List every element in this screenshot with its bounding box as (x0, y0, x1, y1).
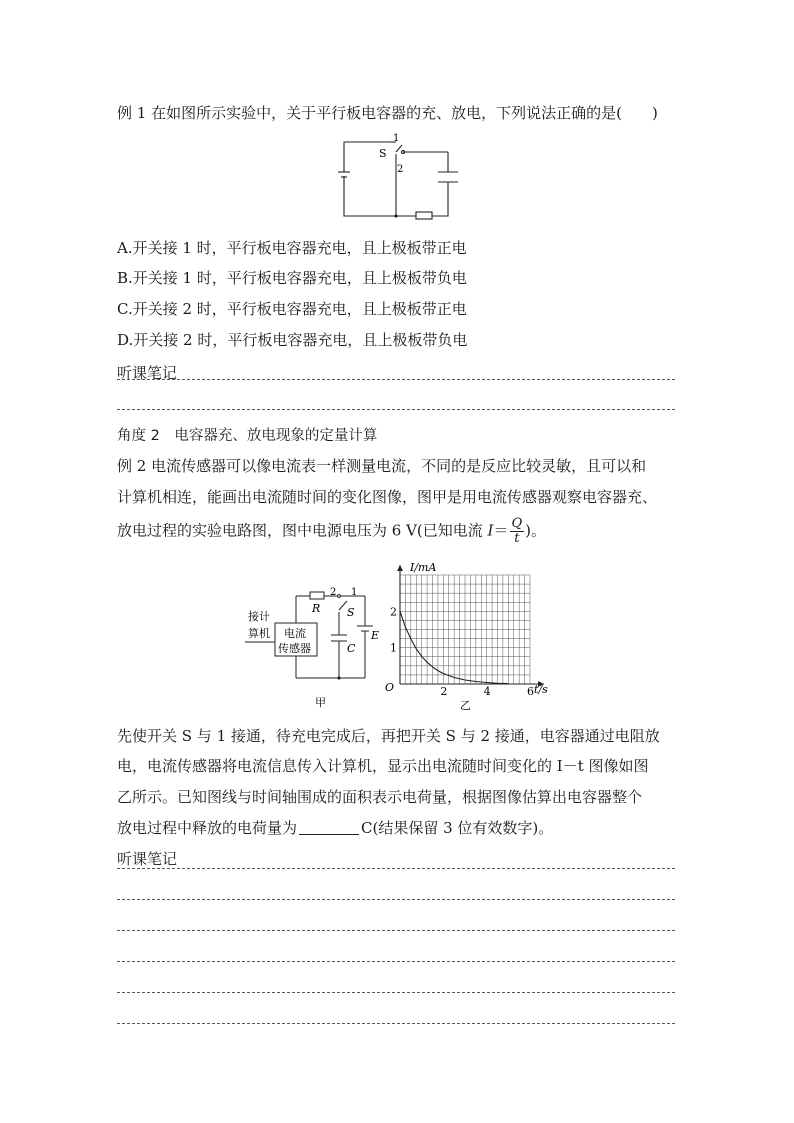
example1-label: 例 1 (117, 104, 147, 122)
sensor-label-1: 电流 (284, 627, 306, 640)
formula-denominator: t (514, 531, 520, 546)
example2-para4-end: C(结果保留 3 位有效数字)。 (361, 819, 554, 837)
connect-pc-label-1: 接计 (248, 610, 270, 623)
example1-text: 在如图所示实验中，关于平行板电容器的充、放电，下列说法正确的是( ) (151, 104, 658, 122)
example2-line2: 计算机相连，能画出电流随时间的变化图像，图甲是用电流传感器观察电容器充、 (117, 488, 658, 506)
x-tick-label: 2 (440, 685, 448, 698)
y-axis-label: I/mA (410, 561, 437, 574)
origin-label: O (385, 681, 395, 694)
formula-fraction (510, 517, 525, 546)
x-axis-label: t/s (534, 683, 548, 696)
resistor-label: R (312, 602, 321, 615)
notes-line (117, 379, 675, 380)
x-tick-label: 4 (483, 685, 491, 698)
connect-pc-label-2: 算机 (248, 627, 270, 640)
circuit-pos2-label: 2 (330, 587, 337, 598)
y-tick-label: 2 (390, 605, 397, 619)
option-a: A.开关接 1 时，平行板电容器充电，且上极板带正电 (117, 239, 467, 257)
option-b: B.开关接 1 时，平行板电容器充电，且上极板带负电 (117, 269, 467, 287)
notes-label-1: 听课笔记 (117, 364, 178, 382)
battery-label: E (371, 629, 380, 642)
notes-line (117, 1023, 675, 1024)
x-tick-label: 6 (527, 685, 534, 698)
example2-para3: 乙所示。已知图线与时间轴围成的面积表示电荷量，根据图像估算出电容器整个 (117, 788, 643, 806)
example2-label: 例 2 (117, 457, 147, 475)
example2-circuit-diagram (243, 582, 388, 712)
notes-line (117, 409, 675, 410)
notes-line (117, 930, 675, 931)
example2-text-3-end: )。 (525, 521, 547, 540)
example1-circuit-diagram (330, 128, 460, 224)
formula-eq: ＝ (493, 521, 509, 540)
example2-para4-text: 放电过程中释放的电荷量为 (117, 819, 298, 837)
notes-label-2: 听课笔记 (117, 850, 178, 868)
example2-line3 (117, 517, 546, 546)
y-axis-arrow (397, 565, 403, 571)
notes-line (117, 868, 675, 869)
notes-line (117, 992, 675, 993)
sensor-label-2: 传感器 (278, 642, 311, 655)
option-d: D.开关接 2 时，平行板电容器充电，且上极板带负电 (117, 331, 468, 349)
capacitor-label: C (347, 642, 356, 655)
graph-caption: 乙 (460, 699, 471, 712)
example2-para1: 先使开关 S 与 1 接通，待充电完成后，再把开关 S 与 2 接通，电容器通过电阻放 (117, 727, 660, 745)
answer-blank[interactable] (299, 820, 359, 835)
formula-numerator: Q (511, 516, 523, 531)
notes-line (117, 961, 675, 962)
y-tick-label: 1 (390, 641, 397, 655)
example2-para4 (117, 818, 553, 838)
option-c: C.开关接 2 时，平行板电容器充电，且上极板带正电 (117, 300, 467, 318)
graph-grid (400, 575, 530, 684)
example1-pos2-label: 2 (397, 164, 404, 175)
current-time-graph (378, 560, 563, 712)
example1-switch-label: S (379, 147, 387, 160)
example2-text-1: 电流传感器可以像电流表一样测量电流，不同的是反应比较灵敏，且可以和 (151, 457, 647, 475)
example2-line1 (117, 456, 646, 476)
switch-label: S (347, 606, 355, 619)
circuit-caption: 甲 (315, 696, 326, 709)
example1-question (117, 103, 658, 123)
example1-pos1-label: 1 (393, 133, 400, 144)
example2-para2: 电，电流传感器将电流信息传入计算机，显示出电流随时间变化的 I－t 图像如图 (117, 757, 649, 775)
formula-lhs: I (487, 521, 494, 540)
notes-line (117, 899, 675, 900)
example2-text-3: 放电过程的实验电路图，图中电源电压为 6 V(已知电流 (117, 521, 488, 540)
circuit-pos1-label: 1 (351, 587, 358, 598)
section-heading: 角度 2 电容器充、放电现象的定量计算 (117, 428, 378, 444)
